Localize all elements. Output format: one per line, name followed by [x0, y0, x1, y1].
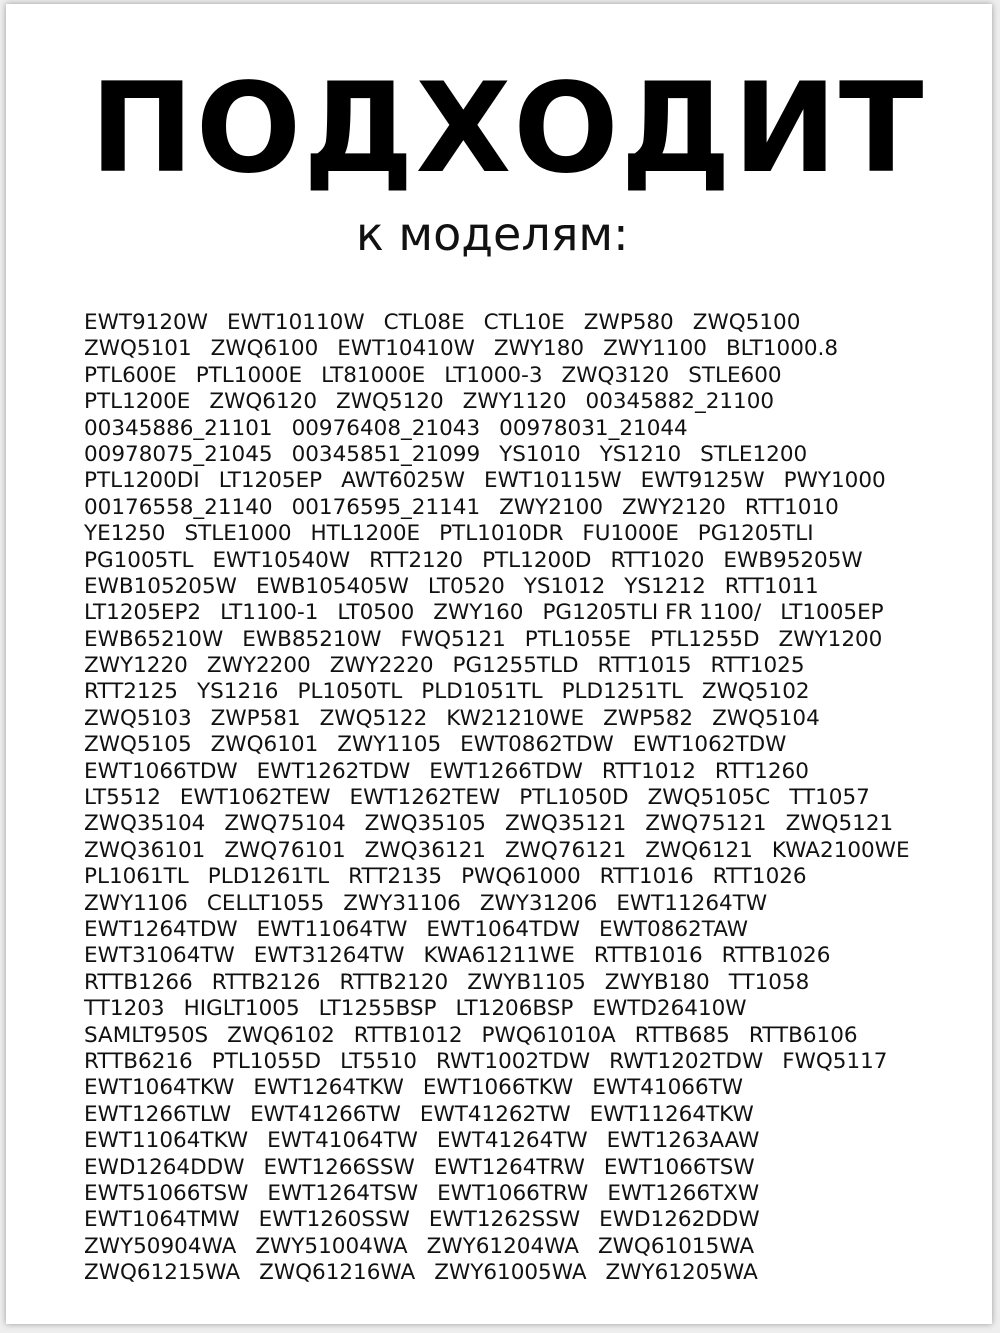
model-code: EWT1266TLW: [84, 1101, 232, 1127]
model-code: ZWY51004WA: [255, 1233, 408, 1259]
model-code: EWT0862TDW: [460, 732, 614, 758]
model-code: EWT1264TDW: [84, 916, 238, 942]
model-code: ZWQ5122: [319, 705, 428, 731]
model-row: [84, 1049, 964, 1075]
model-code: PWY1000: [783, 468, 886, 494]
model-code: ZWQ6101: [210, 732, 319, 758]
model-code: EWT1064TKW: [84, 1075, 235, 1101]
model-code: ZWQ5105C: [647, 785, 771, 811]
model-code: ZWP581: [210, 705, 301, 731]
model-code: ZWQ5104: [712, 705, 820, 731]
model-code: RTTB6106: [748, 1022, 858, 1048]
model-code: ZWQ36101: [84, 837, 206, 863]
model-code: ZWQ75104: [224, 811, 346, 837]
model-code: ZWY1200: [778, 626, 883, 652]
model-code: STLE1000: [184, 521, 292, 547]
model-code: ZWY2120: [622, 494, 726, 520]
model-code: RTTB1016: [593, 943, 703, 969]
model-row: [84, 838, 964, 864]
model-code: ZWQ5121: [785, 811, 894, 837]
model-code: PG1205TLI: [697, 521, 814, 547]
model-code: LT1005EP: [780, 600, 884, 626]
model-code: PTL600E: [84, 362, 177, 388]
model-code: EWT51066TSW: [84, 1180, 249, 1206]
model-code: 00345882_21100: [585, 389, 775, 415]
model-code: EWT1264TKW: [253, 1075, 404, 1101]
model-code: EWT1266TXW: [607, 1180, 760, 1206]
model-code: CELLT1055: [206, 890, 325, 916]
model-code: ZWQ6121: [645, 837, 753, 863]
model-row: [84, 1260, 964, 1286]
model-code: EWT0862TAW: [599, 916, 748, 942]
model-code: FU1000E: [582, 521, 679, 547]
model-code: EWB105405W: [255, 573, 409, 599]
model-code: ZWQ76101: [224, 837, 346, 863]
model-code: PLD1251TL: [561, 679, 683, 705]
model-code: PG1255TLD: [452, 653, 579, 679]
model-code: EWT11064TW: [256, 916, 408, 942]
model-row: [84, 310, 964, 336]
model-code: ZWY1220: [84, 653, 188, 679]
model-row: [84, 1207, 964, 1233]
model-code: EWTD26410W: [592, 996, 747, 1022]
model-code: EWT41064TW: [267, 1128, 418, 1154]
model-code: EWT11064TKW: [84, 1128, 249, 1154]
model-row: [84, 389, 964, 415]
model-code: EWT9125W: [640, 468, 765, 494]
model-code: ZWY1106: [84, 890, 188, 916]
model-code: 00976408_21043: [291, 415, 481, 441]
model-code: PTL1200D: [482, 547, 592, 573]
model-code: TT1057: [789, 785, 870, 811]
model-row: [84, 1155, 964, 1181]
model-code: EWT41066TW: [592, 1075, 744, 1101]
model-code: ZWY2100: [499, 494, 603, 520]
model-code: ZWP582: [603, 705, 694, 731]
model-code: EWT1266TDW: [429, 758, 583, 784]
model-code: EWB95205W: [723, 547, 863, 573]
model-code: EWT41262TW: [419, 1101, 571, 1127]
model-row: [84, 943, 964, 969]
model-code: ZWQ61015WA: [597, 1233, 755, 1259]
model-row: [84, 363, 964, 389]
model-code: EWB85210W: [242, 626, 382, 652]
model-code: YE1250: [84, 521, 166, 547]
model-code: RTT1025: [710, 653, 805, 679]
model-code: LT1000-3: [444, 362, 543, 388]
model-code: YS1012: [523, 573, 606, 599]
model-code: EWT1260SSW: [258, 1207, 410, 1233]
model-code: EWT1066TRW: [437, 1180, 589, 1206]
model-code: ZWQ3120: [561, 362, 670, 388]
model-code: CTL10E: [483, 310, 565, 335]
model-row: [84, 1075, 964, 1101]
model-code: 00978075_21045: [84, 441, 273, 467]
model-code: PWQ61010A: [481, 1022, 616, 1048]
model-code: EWT1066TDW: [84, 758, 238, 784]
model-code: EWD1264DDW: [84, 1154, 245, 1180]
model-row: [84, 996, 964, 1022]
model-code: ZWQ36121: [364, 837, 486, 863]
model-row: [84, 574, 964, 600]
model-row: [84, 468, 964, 494]
model-code: ZWQ35104: [84, 811, 206, 837]
model-row: [84, 336, 964, 362]
model-code: KW21210WE: [446, 705, 585, 731]
model-code: ZWY180: [493, 336, 585, 362]
model-code: RTT1015: [597, 653, 692, 679]
model-code: EWT41266TW: [250, 1101, 401, 1127]
model-row: [84, 416, 964, 442]
model-code: RTT1011: [724, 573, 819, 599]
model-row: [84, 1102, 964, 1128]
model-row: [84, 970, 964, 996]
model-code: CTL08E: [383, 310, 465, 335]
model-code: RTTB1266: [84, 969, 193, 995]
model-list: [84, 310, 964, 1286]
model-code: EWT1266SSW: [263, 1154, 415, 1180]
model-code: EWT1066TSW: [603, 1154, 755, 1180]
model-code: TT1058: [728, 969, 810, 995]
model-code: ZWQ6100: [210, 336, 319, 362]
model-code: KWA2100WE: [771, 837, 910, 863]
model-row: [84, 627, 964, 653]
model-code: PLD1051TL: [421, 679, 543, 705]
model-code: 00176558_21140: [84, 494, 273, 520]
model-code: ZWQ75121: [645, 811, 767, 837]
model-code: YS1210: [599, 441, 682, 467]
model-code: LT1205EP2: [84, 600, 202, 626]
model-row: [84, 811, 964, 837]
model-code: RTTB1012: [353, 1022, 463, 1048]
model-code: RTT2125: [84, 679, 178, 705]
poster-card: [6, 4, 992, 1324]
model-code: RWT1002TDW: [435, 1048, 591, 1074]
model-code: ZWQ5102: [701, 679, 810, 705]
model-code: 00345851_21099: [291, 441, 481, 467]
model-code: PTL1255D: [650, 626, 760, 652]
model-code: PTL1050D: [519, 785, 629, 811]
model-code: EWT11264TKW: [589, 1101, 754, 1127]
model-code: HIGLT1005: [183, 996, 300, 1022]
model-code: EWT41264TW: [436, 1128, 588, 1154]
model-code: PTL1000E: [195, 362, 303, 388]
model-code: EWT1262TDW: [256, 758, 411, 784]
model-code: EWB105205W: [84, 573, 237, 599]
model-code: BLT1000.8: [725, 336, 839, 362]
model-row: [84, 759, 964, 785]
page-title: ПОДХОДИТ: [90, 57, 926, 201]
model-code: EWB65210W: [84, 626, 224, 652]
model-row: [84, 600, 964, 626]
model-code: RTT1260: [714, 758, 809, 784]
model-code: ZWY2220: [329, 653, 434, 679]
model-code: ZWY61204WA: [426, 1233, 579, 1259]
model-code: RTTB6216: [84, 1048, 193, 1074]
model-code: SAMLT950S: [84, 1022, 209, 1048]
model-code: ZWY50904WA: [84, 1233, 237, 1259]
model-code: ZWQ5105: [84, 732, 192, 758]
model-row: [84, 495, 964, 521]
model-code: ZWYB1105: [467, 969, 586, 995]
model-code: EWT1066TKW: [422, 1075, 574, 1101]
model-row: [84, 1128, 964, 1154]
model-code: EWT10540W: [212, 547, 351, 573]
model-row: [84, 548, 964, 574]
model-code: EWT10110W: [226, 310, 365, 335]
model-code: RTT1016: [599, 864, 694, 890]
model-code: LT5510: [340, 1048, 417, 1074]
model-row: [84, 732, 964, 758]
model-code: KWA61211WE: [423, 943, 575, 969]
model-code: YS1010: [499, 441, 581, 467]
model-code: PTL1055E: [524, 626, 632, 652]
model-code: PTL1200DI: [84, 468, 200, 494]
model-code: EWT31064TW: [84, 943, 235, 969]
model-code: ZWY31206: [479, 890, 598, 916]
model-code: FWQ5117: [782, 1048, 888, 1074]
model-code: PTL1055D: [211, 1048, 322, 1074]
model-code: RTTB2126: [211, 969, 321, 995]
model-code: EWT1062TDW: [632, 732, 787, 758]
model-code: 00176595_21141: [291, 494, 481, 520]
model-code: ZWQ61215WA: [84, 1260, 241, 1286]
model-code: ZWQ6102: [227, 1022, 335, 1048]
model-code: PG1205TLI FR 1100/: [542, 600, 762, 626]
model-code: EWT1262SSW: [428, 1207, 581, 1233]
model-code: EWT10410W: [337, 336, 475, 362]
model-code: YS1216: [196, 679, 279, 705]
model-code: EWT11264TW: [616, 890, 768, 916]
model-code: EWD1262DDW: [599, 1207, 760, 1233]
model-code: LT81000E: [321, 362, 426, 388]
model-code: ZWY31106: [343, 890, 461, 916]
model-code: EWT1062TEW: [179, 785, 331, 811]
model-code: LT1100-1: [220, 600, 319, 626]
model-code: LT1206BSP: [455, 996, 574, 1022]
model-code: ZWQ35105: [364, 811, 486, 837]
model-code: PTL1010DR: [439, 521, 564, 547]
model-code: PL1050TL: [297, 679, 403, 705]
model-code: RTT2120: [369, 547, 464, 573]
model-code: 00978031_21044: [499, 415, 688, 441]
model-row: [84, 706, 964, 732]
model-code: RTT2135: [348, 864, 443, 890]
model-code: RTTB2120: [339, 969, 449, 995]
model-row: [84, 442, 964, 468]
model-code: FWQ5121: [400, 626, 506, 652]
model-code: ZWY1120: [462, 389, 567, 415]
model-code: EWT1264TRW: [433, 1154, 585, 1180]
model-code: ZWY2200: [206, 653, 311, 679]
model-code: RTT1012: [601, 758, 696, 784]
model-row: [84, 521, 964, 547]
model-code: HTL1200E: [310, 521, 421, 547]
model-row: [84, 679, 964, 705]
model-code: ZWQ5120: [336, 389, 444, 415]
model-row: [84, 653, 964, 679]
model-code: AWT6025W: [341, 468, 466, 494]
model-row: [84, 1181, 964, 1207]
model-code: STLE600: [688, 362, 782, 388]
model-code: PG1005TL: [84, 547, 194, 573]
model-code: ZWQ35121: [504, 811, 627, 837]
model-row: [84, 891, 964, 917]
model-code: EWT9120W: [84, 310, 208, 335]
model-code: EWT31264TW: [253, 943, 405, 969]
model-code: EWT1263AAW: [606, 1128, 760, 1154]
model-code: ZWQ6120: [209, 389, 318, 415]
model-code: ZWY160: [433, 600, 524, 626]
model-code: LT1255BSP: [318, 996, 437, 1022]
model-code: RTT1020: [610, 547, 705, 573]
model-code: ZWQ76121: [504, 837, 627, 863]
model-row: [84, 864, 964, 890]
model-code: EWT1064TMW: [84, 1207, 240, 1233]
model-code: RTT1010: [744, 494, 839, 520]
model-code: STLE1200: [700, 441, 808, 467]
model-code: PLD1261TL: [207, 864, 330, 890]
model-code: ZWQ5101: [84, 336, 192, 362]
model-code: ZWY61005WA: [434, 1260, 587, 1286]
model-code: LT1205EP: [218, 468, 323, 494]
model-code: PL1061TL: [84, 864, 189, 890]
model-code: ZWYB180: [604, 969, 710, 995]
model-code: EWT1264TSW: [267, 1180, 419, 1206]
model-code: LT0500: [337, 600, 415, 626]
model-code: EWT1064TDW: [426, 916, 581, 942]
model-code: RWT1202TDW: [609, 1048, 764, 1074]
model-code: ZWQ5103: [84, 705, 192, 731]
model-code: ZWP580: [583, 310, 674, 335]
model-code: PTL1200E: [84, 389, 191, 415]
model-code: YS1212: [624, 573, 706, 599]
model-code: EWT1262TEW: [349, 785, 501, 811]
model-code: RTTB1026: [721, 943, 831, 969]
model-code: EWT10115W: [484, 468, 622, 494]
model-code: LT0520: [427, 573, 505, 599]
model-code: ZWQ61216WA: [259, 1260, 416, 1286]
model-code: ZWQ5100: [692, 310, 801, 335]
page-subtitle: к моделям:: [356, 207, 629, 261]
model-code: RTT1026: [712, 864, 807, 890]
model-code: PWQ61000: [461, 864, 581, 890]
model-row: [84, 1023, 964, 1049]
model-code: ZWY1100: [603, 336, 707, 362]
model-row: [84, 1234, 964, 1260]
model-code: RTTB685: [634, 1022, 730, 1048]
model-code: 00345886_21101: [84, 415, 273, 441]
model-code: LT5512: [84, 785, 161, 811]
model-code: ZWY1105: [337, 732, 442, 758]
model-row: [84, 917, 964, 943]
model-row: [84, 785, 964, 811]
model-code: ZWY61205WA: [605, 1260, 758, 1286]
model-code: TT1203: [84, 996, 165, 1022]
